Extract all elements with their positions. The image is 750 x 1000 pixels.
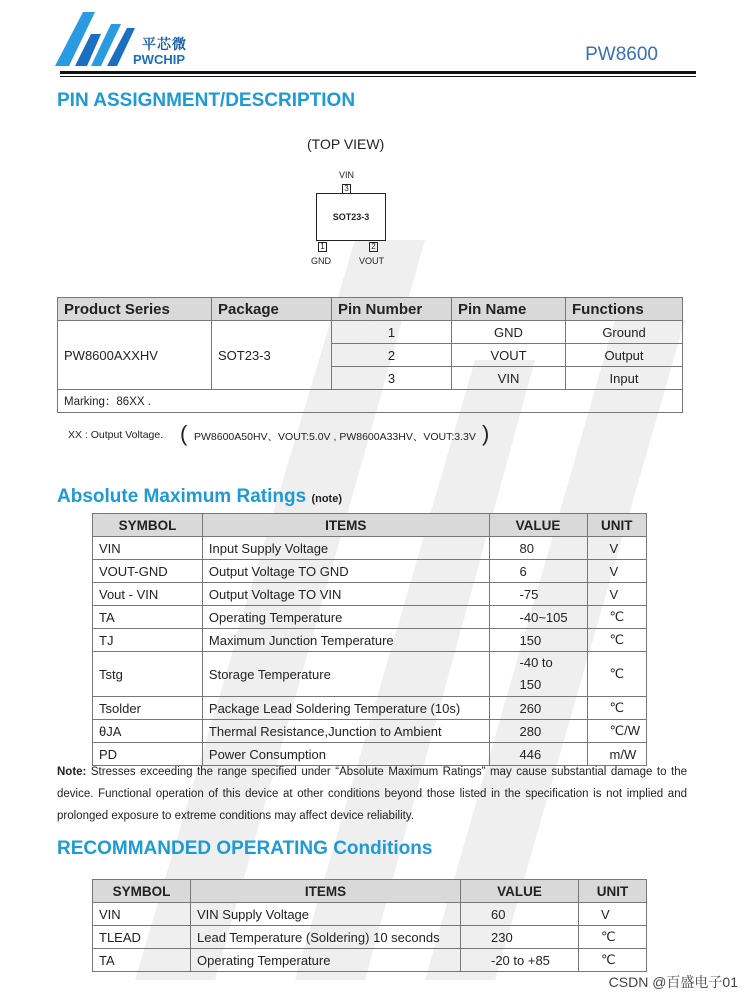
- item-cell: Thermal Resistance,Junction to Ambient: [202, 720, 489, 743]
- unit-cell: V: [579, 903, 647, 926]
- symbol-cell: TLEAD: [93, 926, 191, 949]
- pin-section-title: PIN ASSIGNMENT/DESCRIPTION: [57, 90, 356, 111]
- part-number: PW8600: [585, 44, 658, 65]
- pin-number-cell: 3: [332, 367, 452, 390]
- function-cell: Output: [566, 344, 683, 367]
- table-header-row: [93, 514, 647, 537]
- unit-cell: V: [587, 583, 646, 606]
- unit-cell: ℃: [579, 949, 647, 972]
- pin-number-cell: 2: [332, 344, 452, 367]
- series-cell: PW8600AXXHV: [58, 321, 212, 390]
- header-rule: [60, 71, 696, 74]
- pin-name-cell: VOUT: [452, 344, 566, 367]
- xx-note: XX : Output Voltage.: [68, 429, 164, 441]
- header-cell: Package: [212, 298, 332, 321]
- note-text: Stresses exceeding the range specified under “Absolute Maximum Ratings” may cause substantial damage to the device. Functional operation of this device at other conditions beyond those listed in the specification is not implied and prolonged exposure to extreme conditions may affect device reliability.: [57, 766, 687, 822]
- symbol-cell: TA: [93, 606, 203, 629]
- item-cell: Power Consumption: [202, 743, 489, 766]
- value-cell: 80: [489, 537, 587, 560]
- abs-max-title: [57, 486, 342, 508]
- value-line: 150: [519, 677, 542, 692]
- value-cell: -75: [489, 583, 587, 606]
- marking-row: [58, 390, 683, 413]
- abs-max-title-text: Absolute Maximum Ratings: [57, 486, 307, 507]
- item-cell: Maximum Junction Temperature: [202, 629, 489, 652]
- header-cell: Pin Name: [452, 298, 566, 321]
- unit-cell: ℃/W: [587, 720, 646, 743]
- product-table: [57, 297, 683, 413]
- table-row: [93, 903, 647, 926]
- value-cell: 260: [489, 697, 587, 720]
- header-cell: SYMBOL: [93, 880, 191, 903]
- symbol-cell: VIN: [93, 537, 203, 560]
- header-cell: SYMBOL: [93, 514, 203, 537]
- symbol-cell: VIN: [93, 903, 191, 926]
- symbol-cell: Tstg: [93, 652, 203, 697]
- abs-max-table: [92, 513, 647, 766]
- value-cell: 60: [461, 903, 579, 926]
- rec-op-table: [92, 879, 647, 972]
- symbol-cell: TA: [93, 949, 191, 972]
- pin-name-cell: VIN: [452, 367, 566, 390]
- pin2-name: VOUT: [359, 256, 385, 266]
- pin3-number: 3: [342, 184, 351, 194]
- logo-chinese: 平芯微: [142, 36, 187, 52]
- value-cell: -20 to +85: [461, 949, 579, 972]
- header-cell: VALUE: [461, 880, 579, 903]
- rec-op-title: RECOMMANDED OPERATING Conditions: [57, 838, 433, 859]
- unit-cell: V: [587, 560, 646, 583]
- header-cell: VALUE: [489, 514, 587, 537]
- value-cell: -40~105: [489, 606, 587, 629]
- unit-cell: ℃: [587, 606, 646, 629]
- table-row: [93, 720, 647, 743]
- value-cell: 280: [489, 720, 587, 743]
- item-cell: Package Lead Soldering Temperature (10s): [202, 697, 489, 720]
- table-row: [93, 629, 647, 652]
- marking-cell: Marking：86XX .: [58, 390, 683, 413]
- package-body: SOT23-3: [316, 193, 386, 241]
- table-row: [93, 949, 647, 972]
- logo-english: PWCHIP: [133, 52, 185, 67]
- function-cell: Input: [566, 367, 683, 390]
- item-cell: Operating Temperature: [191, 949, 461, 972]
- note-label: Note:: [57, 766, 87, 778]
- function-cell: Ground: [566, 321, 683, 344]
- xx-example: PW8600A50HV、VOUT:5.0V , PW8600A33HV、VOUT:3.3V: [194, 431, 476, 443]
- item-cell: VIN Supply Voltage: [191, 903, 461, 926]
- table-row: [58, 321, 683, 344]
- pin3-name: VIN: [339, 170, 355, 180]
- table-row: [93, 583, 647, 606]
- symbol-cell: VOUT-GND: [93, 560, 203, 583]
- table-row: [93, 697, 647, 720]
- value-cell: 150: [489, 629, 587, 652]
- symbol-cell: Vout - VIN: [93, 583, 203, 606]
- item-cell: Lead Temperature (Soldering) 10 seconds: [191, 926, 461, 949]
- value-cell: 230: [461, 926, 579, 949]
- paren-open: (: [180, 421, 188, 446]
- value-line: -40 to: [519, 655, 553, 670]
- item-cell: Operating Temperature: [202, 606, 489, 629]
- header-cell: UNIT: [587, 514, 646, 537]
- abs-max-title-note: (note): [311, 493, 342, 505]
- unit-cell: ℃: [587, 629, 646, 652]
- header-cell: Product Series: [58, 298, 212, 321]
- table-row: [93, 926, 647, 949]
- header-cell: Functions: [566, 298, 683, 321]
- pwchip-logo: [55, 10, 137, 68]
- table-header-row: [58, 298, 683, 321]
- symbol-cell: PD: [93, 743, 203, 766]
- header-cell: ITEMS: [191, 880, 461, 903]
- symbol-cell: TJ: [93, 629, 203, 652]
- table-row: [93, 652, 647, 697]
- symbol-cell: θJA: [93, 720, 203, 743]
- abs-max-note: [57, 761, 687, 827]
- unit-cell: m/W: [587, 743, 646, 766]
- table-row: [93, 537, 647, 560]
- unit-cell: ℃: [587, 697, 646, 720]
- item-cell: Input Supply Voltage: [202, 537, 489, 560]
- unit-cell: ℃: [587, 652, 646, 697]
- pin1-number: 1: [318, 242, 327, 252]
- pin-name-cell: GND: [452, 321, 566, 344]
- csdn-watermark: CSDN @百盛电子01: [608, 974, 738, 990]
- item-cell: Storage Temperature: [202, 652, 489, 697]
- header-cell: UNIT: [579, 880, 647, 903]
- paren-close: ): [482, 421, 490, 446]
- package-cell: SOT23-3: [212, 321, 332, 390]
- value-cell: 446: [489, 743, 587, 766]
- item-cell: Output Voltage TO GND: [202, 560, 489, 583]
- table-header-row: [93, 880, 647, 903]
- pin2-number: 2: [369, 242, 378, 252]
- value-cell: [489, 652, 587, 697]
- table-row: [93, 560, 647, 583]
- unit-cell: ℃: [579, 926, 647, 949]
- header-cell: Pin Number: [332, 298, 452, 321]
- item-cell: Output Voltage TO VIN: [202, 583, 489, 606]
- top-view-label: (TOP VIEW): [307, 136, 385, 152]
- pin-number-cell: 1: [332, 321, 452, 344]
- unit-cell: V: [587, 537, 646, 560]
- header-cell: ITEMS: [202, 514, 489, 537]
- value-cell: 6: [489, 560, 587, 583]
- table-row: [93, 606, 647, 629]
- header-rule-thin: [60, 76, 696, 77]
- pin1-name: GND: [311, 256, 331, 266]
- symbol-cell: Tsolder: [93, 697, 203, 720]
